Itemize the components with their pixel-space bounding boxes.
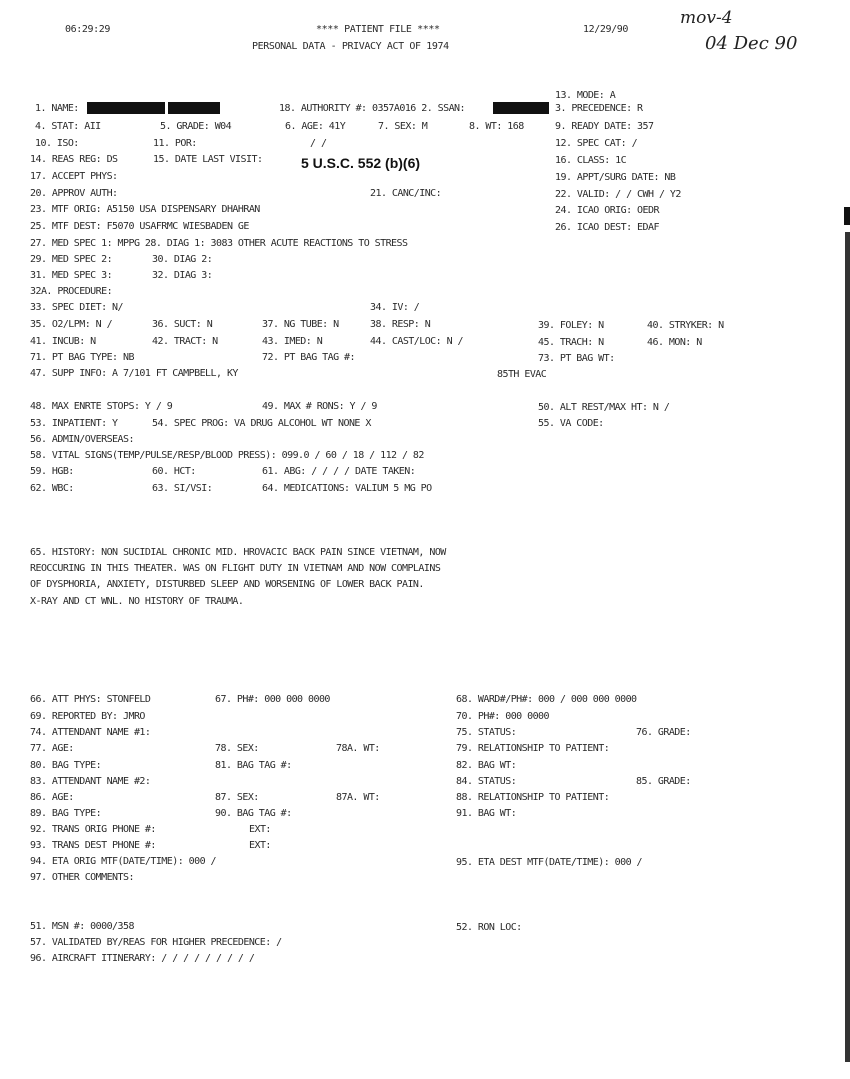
- field-pt-bag-tag: 72. PT BAG TAG #:: [262, 352, 355, 363]
- print-time: 06:29:29: [65, 24, 110, 35]
- field-grade: 5. GRADE: W04: [160, 121, 232, 132]
- field-admin-overseas: 56. ADMIN/OVERSEAS:: [30, 434, 134, 445]
- field-eta-orig: 94. ETA ORIG MTF(DATE/TIME): 000 /: [30, 856, 216, 867]
- field-other-comments: 97. OTHER COMMENTS:: [30, 872, 134, 883]
- field-bag-type-2: 89. BAG TYPE:: [30, 808, 102, 819]
- field-bag-tag-1: 81. BAG TAG #:: [215, 760, 292, 771]
- field-aircraft-itinerary: 96. AIRCRAFT ITINERARY: / / / / / / / / /: [30, 953, 255, 964]
- history-line-4: X-RAY AND CT WNL. NO HISTORY OF TRAUMA.: [30, 596, 244, 607]
- privacy-notice: PERSONAL DATA - PRIVACY ACT OF 1974: [252, 41, 449, 52]
- field-att-phys: 66. ATT PHYS: STONFELD: [30, 694, 151, 705]
- field-foley: 39. FOLEY: N: [538, 320, 604, 331]
- field-supp-info-unit: 85TH EVAC: [497, 369, 547, 380]
- field-max-enrte-stops: 48. MAX ENRTE STOPS: Y / 9: [30, 401, 173, 412]
- field-iso: 10. ISO:: [35, 138, 79, 149]
- field-tract: 42. TRACT: N: [152, 336, 218, 347]
- field-grade-1: 76. GRADE:: [636, 727, 691, 738]
- field-eta-dest: 95. ETA DEST MTF(DATE/TIME): 000 /: [456, 857, 642, 868]
- file-title: **** PATIENT FILE ****: [316, 24, 440, 35]
- field-age-2: 86. AGE:: [30, 792, 74, 803]
- field-date-last-visit: 15. DATE LAST VISIT:: [153, 154, 263, 165]
- handwritten-date: 04 Dec 90: [705, 33, 798, 54]
- field-precedence: 3. PRECEDENCE: R: [555, 103, 643, 114]
- field-hgb: 59. HGB:: [30, 466, 74, 477]
- field-bag-wt-1: 82. BAG WT:: [456, 760, 517, 771]
- field-trans-orig-phone: 92. TRANS ORIG PHONE #:: [30, 824, 156, 835]
- field-age: 6. AGE: 41Y: [285, 121, 346, 132]
- field-med-spec-3: 31. MED SPEC 3:: [30, 270, 113, 281]
- field-sex-2: 87. SEX:: [215, 792, 259, 803]
- field-class: 16. CLASS: 1C: [555, 155, 627, 166]
- field-canc-inc: 21. CANC/INC:: [370, 188, 442, 199]
- field-approv-auth: 20. APPROV AUTH:: [30, 188, 118, 199]
- field-status-2: 84. STATUS:: [456, 776, 517, 787]
- field-authority: 18. AUTHORITY #: 0357A016 2. SSAN:: [279, 103, 465, 114]
- field-trans-dest-ext: EXT:: [249, 840, 271, 851]
- field-spec-cat: 12. SPEC CAT: /: [555, 138, 638, 149]
- field-appt-surg-date: 19. APPT/SURG DATE: NB: [555, 172, 676, 183]
- field-pt-bag-wt: 73. PT BAG WT:: [538, 353, 615, 364]
- history-line-2: REOCCURING IN THIS THEATER. WAS ON FLIGHT DUTY IN VIETNAM AND NOW COMPLAINS: [30, 563, 441, 574]
- field-incub: 41. INCUB: N: [30, 336, 96, 347]
- field-alt-rest: 50. ALT REST/MAX HT: N /: [538, 402, 670, 413]
- field-trans-dest-phone: 93. TRANS DEST PHONE #:: [30, 840, 156, 851]
- field-spec-diet: 33. SPEC DIET: N/: [30, 302, 123, 313]
- field-diag-2: 30. DIAG 2:: [152, 254, 213, 265]
- field-o2-lpm: 35. O2/LPM: N /: [30, 319, 113, 330]
- field-attendant-2: 83. ATTENDANT NAME #2:: [30, 776, 151, 787]
- field-ron-loc: 52. RON LOC:: [456, 922, 522, 933]
- field-wbc: 62. WBC:: [30, 483, 74, 494]
- field-ready-date: 9. READY DATE: 357: [555, 121, 654, 132]
- field-reported-by: 69. REPORTED BY: JMRO: [30, 711, 145, 722]
- field-wt-1: 78A. WT:: [336, 743, 380, 754]
- field-accept-phys: 17. ACCEPT PHYS:: [30, 171, 118, 182]
- field-por: 11. POR:: [153, 138, 197, 149]
- redaction-name-1: [87, 102, 165, 114]
- field-supp-info: 47. SUPP INFO: A 7/101 FT CAMPBELL, KY: [30, 368, 238, 379]
- field-medications: 64. MEDICATIONS: VALIUM 5 MG PO: [262, 483, 432, 494]
- field-ng-tube: 37. NG TUBE: N: [262, 319, 339, 330]
- field-phone-2: 70. PH#: 000 0000: [456, 711, 549, 722]
- history-line-3: OF DYSPHORIA, ANXIETY, DISTURBED SLEEP AND WORSENING OF LOWER BACK PAIN.: [30, 579, 424, 590]
- field-trans-orig-ext: EXT:: [249, 824, 271, 835]
- field-procedure: 32A. PROCEDURE:: [30, 286, 113, 297]
- field-relationship-1: 79. RELATIONSHIP TO PATIENT:: [456, 743, 610, 754]
- field-icao-orig: 24. ICAO ORIG: OEDR: [555, 205, 659, 216]
- field-bag-type-1: 80. BAG TYPE:: [30, 760, 102, 771]
- field-wt-2: 87A. WT:: [336, 792, 380, 803]
- field-trach: 45. TRACH: N: [538, 337, 604, 348]
- field-bag-tag-2: 90. BAG TAG #:: [215, 808, 292, 819]
- field-validated-by: 57. VALIDATED BY/REAS FOR HIGHER PRECEDENCE: /: [30, 937, 282, 948]
- field-hct: 60. HCT:: [152, 466, 196, 477]
- field-mtf-orig: 23. MTF ORIG: A5150 USA DISPENSARY DHAHRAN: [30, 204, 260, 215]
- field-relationship-2: 88. RELATIONSHIP TO PATIENT:: [456, 792, 610, 803]
- field-por-slashes: / /: [310, 138, 327, 149]
- field-status-1: 75. STATUS:: [456, 727, 517, 738]
- field-vital-signs: 58. VITAL SIGNS(TEMP/PULSE/RESP/BLOOD PRESS): 099.0 / 60 / 18 / 112 / 82: [30, 450, 424, 461]
- field-mon: 46. MON: N: [647, 337, 702, 348]
- print-date: 12/29/90: [583, 24, 628, 35]
- field-age-1: 77. AGE:: [30, 743, 74, 754]
- field-icao-dest: 26. ICAO DEST: EDAF: [555, 222, 659, 233]
- field-pt-bag-type: 71. PT BAG TYPE: NB: [30, 352, 134, 363]
- field-reas-reg: 14. REAS REG: DS: [30, 154, 118, 165]
- field-bag-wt-2: 91. BAG WT:: [456, 808, 517, 819]
- field-stat: 4. STAT: AII: [35, 121, 101, 132]
- field-ward-phone: 68. WARD#/PH#: 000 / 000 000 0000: [456, 694, 637, 705]
- field-attendant-1: 74. ATTENDANT NAME #1:: [30, 727, 151, 738]
- field-imed: 43. IMED: N: [262, 336, 323, 347]
- field-va-code: 55. VA CODE:: [538, 418, 604, 429]
- field-med-spec-2: 29. MED SPEC 2:: [30, 254, 113, 265]
- field-wt: 8. WT: 168: [469, 121, 524, 132]
- field-cast-loc: 44. CAST/LOC: N /: [370, 336, 463, 347]
- field-grade-2: 85. GRADE:: [636, 776, 691, 787]
- field-inpatient: 53. INPATIENT: Y: [30, 418, 118, 429]
- field-suct: 36. SUCT: N: [152, 319, 213, 330]
- field-sex: 7. SEX: M: [378, 121, 428, 132]
- field-max-rons: 49. MAX # RONS: Y / 9: [262, 401, 377, 412]
- scan-edge-bar: [845, 232, 850, 1062]
- field-msn: 51. MSN #: 0000/358: [30, 921, 134, 932]
- field-valid: 22. VALID: / / CWH / Y2: [555, 189, 681, 200]
- exemption-stamp: 5 U.S.C. 552 (b)(6): [301, 155, 421, 171]
- field-resp: 38. RESP: N: [370, 319, 431, 330]
- scan-edge-mark: [844, 207, 850, 225]
- redaction-ssan: [493, 102, 549, 114]
- redaction-name-2: [168, 102, 220, 114]
- handwritten-note: mov-4: [680, 8, 733, 28]
- field-abg: 61. ABG: / / / / DATE TAKEN:: [262, 466, 416, 477]
- field-stryker: 40. STRYKER: N: [647, 320, 724, 331]
- field-si-vsi: 63. SI/VSI:: [152, 483, 213, 494]
- history-line-1: 65. HISTORY: NON SUCIDIAL CHRONIC MID. HROVACIC BACK PAIN SINCE VIETNAM, NOW: [30, 547, 446, 558]
- field-mode: 13. MODE: A: [555, 90, 616, 101]
- field-spec-prog: 54. SPEC PROG: VA DRUG ALCOHOL WT NONE X: [152, 418, 371, 429]
- field-med-spec-1: 27. MED SPEC 1: MPPG 28. DIAG 1: 3083 OTHER ACUTE REACTIONS TO STRESS: [30, 238, 408, 249]
- field-sex-1: 78. SEX:: [215, 743, 259, 754]
- field-iv: 34. IV: /: [370, 302, 420, 313]
- field-name: 1. NAME:: [35, 103, 79, 114]
- field-mtf-dest: 25. MTF DEST: F5070 USAFRMC WIESBADEN GE: [30, 221, 249, 232]
- field-diag-3: 32. DIAG 3:: [152, 270, 213, 281]
- field-phone-1: 67. PH#: 000 000 0000: [215, 694, 330, 705]
